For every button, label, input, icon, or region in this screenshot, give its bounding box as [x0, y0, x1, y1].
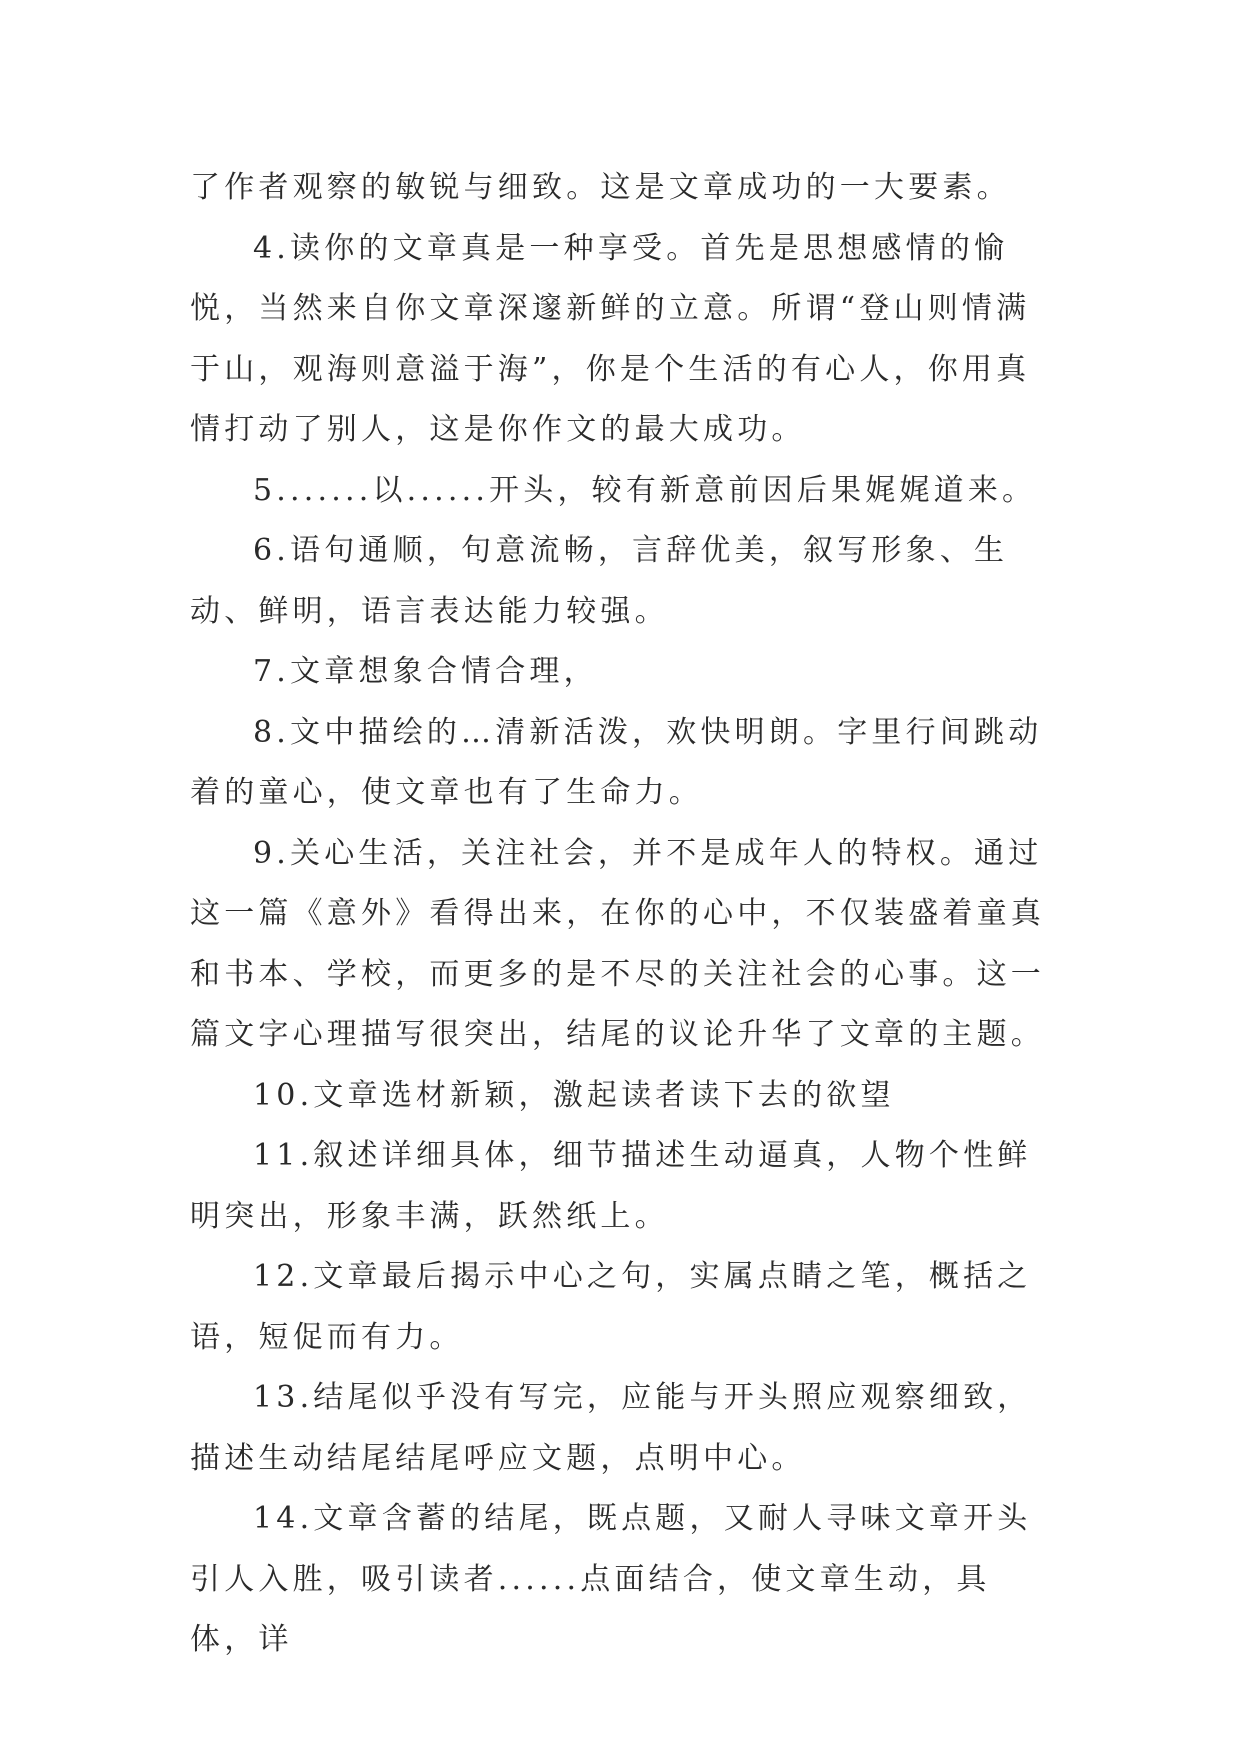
- document-body: [190, 158, 1050, 1671]
- paragraph-item-14: 14.文章含蓄的结尾，既点题，又耐人寻味文章开头引人入胜，吸引读者......点面结合，使文章生动，具体，详: [190, 1501, 1032, 1657]
- paragraph-item-9: 9.关心生活，关注社会，并不是成年人的特权。通过这一篇《意外》看得出来，在你的心中，不仅装盛着童真和书本、学校，而更多的是不尽的关注社会的心事。这一篇文字心理描写很突出，结尾的议论升华了文章的主题。: [190, 835, 1045, 1052]
- paragraph-item-10: 10.文章选材新颖，激起读者读下去的欲望: [253, 1077, 895, 1113]
- paragraph-item-12: 12.文章最后揭示中心之句，实属点睛之笔，概括之语，短促而有力。: [190, 1259, 1032, 1355]
- paragraph-continuation: 了作者观察的敏锐与细致。这是文章成功的一大要素。: [190, 170, 1011, 205]
- paragraph-item-13: 13.结尾似乎没有写完，应能与开头照应观察细致，描述生动结尾结尾呼应文题，点明中心。: [190, 1380, 1032, 1476]
- paragraph-item-11: 11.叙述详细具体，细节描述生动逼真，人物个性鲜明突出，形象丰满，跃然纸上。: [190, 1138, 1032, 1234]
- paragraph-item-8: 8.文中描绘的…清新活泼，欢快明朗。字里行间跳动着的童心，使文章也有了生命力。: [190, 714, 1043, 810]
- paragraph-item-6: 6.语句通顺，句意流畅，言辞优美，叙写形象、生动、鲜明，语言表达能力较强。: [190, 533, 1009, 629]
- paragraph-item-7: 7.文章想象合情合理，: [253, 654, 598, 689]
- paragraph-item-5: 5.......以......开头，较有新意前因后果娓娓道来。: [253, 472, 1037, 508]
- paragraph-item-4: 4.读你的文章真是一种享受。首先是思想感情的愉悦，当然来自你文章深邃新鲜的立意。所谓“登山则情满于山，观海则意溢于海”，你是个生活的有心人，你用真情打动了别人，这是你作文的最大成功。: [190, 230, 1031, 447]
